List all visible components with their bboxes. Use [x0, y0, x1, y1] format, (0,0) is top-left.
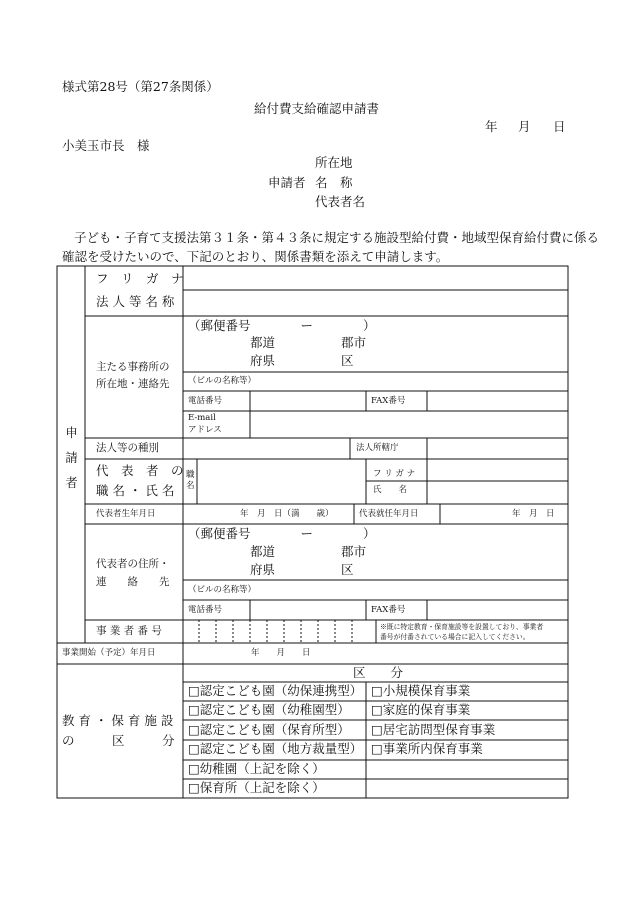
- rep-furigana-label: フ リ ガ ナ: [373, 469, 416, 479]
- start-date-value: 年 月 日: [251, 648, 311, 658]
- category-right-2[interactable]: □家庭的保育事業: [371, 702, 471, 717]
- rep-birth-label: 代表者生年月日: [96, 509, 156, 519]
- category-left-1[interactable]: □認定こども園（幼保連携型）: [188, 683, 363, 698]
- applicant-side-label: 申 請 者: [63, 426, 79, 489]
- name-label: 名 称: [315, 175, 353, 190]
- rep-fax-label: FAX番号: [371, 605, 406, 615]
- start-date-label: 事業開始（予定）年月日: [62, 648, 156, 658]
- rep-name-label: 氏 名: [373, 485, 408, 495]
- rep-title-char-1: 職: [186, 470, 195, 480]
- rep-postal: （郵便番号 ー ）: [188, 526, 376, 541]
- office-building: （ビルの名称等）: [188, 376, 257, 386]
- date-year-label: 年: [485, 119, 498, 134]
- facility-label-1: 教 育 ・ 保 育 施 設: [62, 713, 174, 728]
- email-label-2: アドレス: [188, 425, 222, 435]
- office-label-1: 主たる事務所の: [96, 361, 170, 373]
- category-left-6[interactable]: □保育所（上記を除く）: [188, 780, 325, 795]
- rep-start-label: 代表就任年月日: [359, 509, 419, 519]
- rep-label-2: 職 名 ・ 氏 名: [96, 483, 175, 498]
- office-postal: （郵便番号 ー ）: [188, 318, 376, 333]
- email-label-1: E-mail: [188, 413, 216, 423]
- category-left-2[interactable]: □認定こども園（幼稚園型）: [188, 702, 350, 717]
- rep-label-1: 代 表 者 の: [96, 463, 184, 478]
- rep-building: （ビルの名称等）: [188, 585, 257, 595]
- rep-birth-value: 年 月 日（満 歳）: [240, 509, 334, 519]
- rep-city-2: 区: [341, 562, 354, 577]
- rep-addr-label-1: 代表者の住所・: [96, 558, 170, 570]
- corp-name-label: 法 人 等 名 称: [96, 294, 175, 309]
- corp-type-label: 法人等の種別: [96, 442, 159, 454]
- rep-pref-1: 都道: [250, 544, 276, 559]
- category-right-4[interactable]: □事業所内保育事業: [371, 741, 483, 756]
- intro-line-2: 確認を受けたいので、下記のとおり、関係書類を添えて申請します。: [62, 249, 449, 264]
- date-day-label: 日: [553, 119, 566, 134]
- rep-addr-label-2: 連 絡 先: [96, 576, 170, 588]
- category-left-4[interactable]: □認定こども園（地方裁量型）: [188, 741, 363, 756]
- date-month-label: 月: [518, 119, 531, 134]
- location-label: 所在地: [315, 155, 353, 170]
- rep-start-value: 年 月 日: [512, 509, 555, 519]
- operator-note-line-2: 番号が付番されている場合に記入してください。: [380, 633, 530, 642]
- operator-note: [380, 622, 566, 642]
- furigana-label: フ リ ガ ナ: [96, 271, 184, 286]
- facility-label-2: の 区 分: [62, 733, 175, 748]
- office-pref-2: 府県: [250, 353, 276, 368]
- category-left-3[interactable]: □認定こども園（保育所型）: [188, 722, 350, 737]
- intro-line-1: 子ども・子育て支援法第３１条・第４３条に規定する施設型給付費・地域型保育給付費に係る: [74, 230, 600, 245]
- office-city-1: 郡市: [341, 335, 367, 350]
- office-label-2: 所在地・連絡先: [96, 378, 170, 390]
- form-number: 様式第28号（第27条関係）: [62, 79, 219, 94]
- addressee: 小美玉市長 様: [62, 138, 150, 153]
- operator-note-line-1: ※既に特定教育・保育施設等を設置しており、事業者: [380, 623, 544, 631]
- office-fax-label: FAX番号: [371, 396, 406, 406]
- operator-no-label: 事 業 者 番 号: [96, 625, 162, 637]
- form-title: 給付費支給確認申請書: [254, 101, 380, 116]
- category-header: 区 分: [353, 665, 404, 680]
- category-right-1[interactable]: □小規模保育事業: [371, 683, 471, 698]
- applicant-label: 申請者: [268, 175, 306, 190]
- office-pref-1: 都道: [250, 335, 276, 350]
- rep-pref-2: 府県: [250, 562, 276, 577]
- category-left-5[interactable]: □幼稚園（上記を除く）: [188, 761, 325, 776]
- rep-title-char-2: 名: [186, 481, 195, 491]
- category-right-3[interactable]: □居宅訪問型保育事業: [371, 722, 496, 737]
- jurisdiction-label: 法人所轄庁: [356, 443, 399, 453]
- representative-label: 代表者名: [315, 194, 366, 209]
- rep-phone-label: 電話番号: [188, 605, 223, 615]
- office-city-2: 区: [341, 353, 354, 368]
- office-phone-label: 電話番号: [188, 396, 223, 406]
- rep-city-1: 郡市: [341, 544, 367, 559]
